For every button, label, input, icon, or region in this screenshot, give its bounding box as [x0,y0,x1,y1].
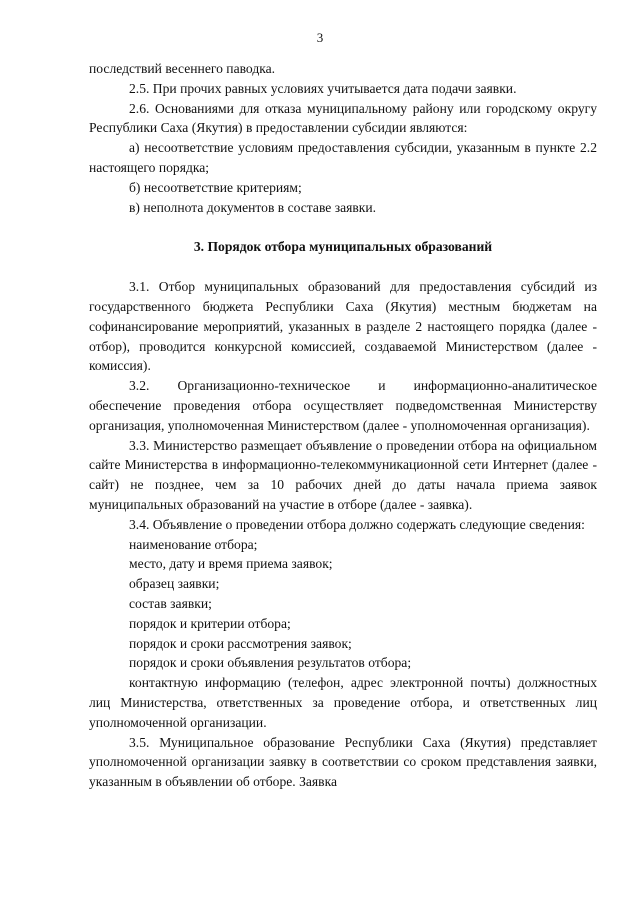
list-item: порядок и критерии отбора; [129,615,291,631]
document-body [89,59,597,792]
paragraph-3-5: 3.5. Муниципальное образование Республики Саха (Якутия) представляет уполномоченной организации заявку в соответствии со сроком представления заявки, указанным в объявлении об отборе. Заявка [89,734,597,790]
paragraph-continuation: последствий весеннего паводка. [89,61,276,76]
paragraph-contact-info: контактную информацию (телефон, адрес электронной почты) должностных лиц Министерства, ответственных за проведение отбора, и ответственных лиц уполномоченной организации. [89,675,597,730]
paragraph-3-1: 3.1. Отбор муниципальных образований для предоставления субсидий из государственного бюджета Республики Саха (Якутия) местным бюджетам на софинансирование мероприятий, указанных в разделе 2 настоящего порядка (далее - отбор), проводится конкурсной комиссией, создаваемой Министерством (далее - комиссия). [89,279,597,374]
paragraph-2-6-a: а) несоответствие условиям предоставления субсидии, указанным в пункте 2.2 настоящего порядка; [89,140,597,175]
paragraph-2-6-b: б) несоответствие критериям; [129,179,302,195]
list-item: образец заявки; [129,576,220,592]
paragraph-3-3: 3.3. Министерство размещает объявление о проведении отбора на официальном сайте Министерства в информационно-телекоммуникационной сети Интернет (далее - сайт) не позднее, чем за 10 рабочих дней до даты начала приема заявок муниципальных образований на участие в отборе (далее - заявка). [89,437,597,512]
paragraph-2-6: 2.6. Основаниями для отказа муниципальному району или городскому округу Республики Саха (Якутия) в предоставлении субсидии являются: [89,100,597,136]
paragraph-2-6-c: в) неполнота документов в составе заявки. [129,199,377,215]
list-item: место, дату и время приема заявок; [129,556,333,572]
page-number: 3 [316,30,324,45]
paragraph-3-4: 3.4. Объявление о проведении отбора должно содержать следующие сведения: [129,516,585,532]
list-item: состав заявки; [129,595,212,611]
list-item: наименование отбора; [129,536,258,552]
paragraph-3-2: 3.2. Организационно-техническое и информационно-аналитическое обеспечение проведения отбора осуществляет подведомственная Министерству организация, уполномоченная Министерством (далее - уполномоченная организация). [89,378,597,433]
list-item: порядок и сроки рассмотрения заявок; [129,635,352,651]
section-heading: 3. Порядок отбора муниципальных образований [193,239,493,255]
list-item: порядок и сроки объявления результатов отбора; [129,655,412,671]
paragraph-2-5: 2.5. При прочих равных условиях учитывается дата подачи заявки. [129,80,517,96]
